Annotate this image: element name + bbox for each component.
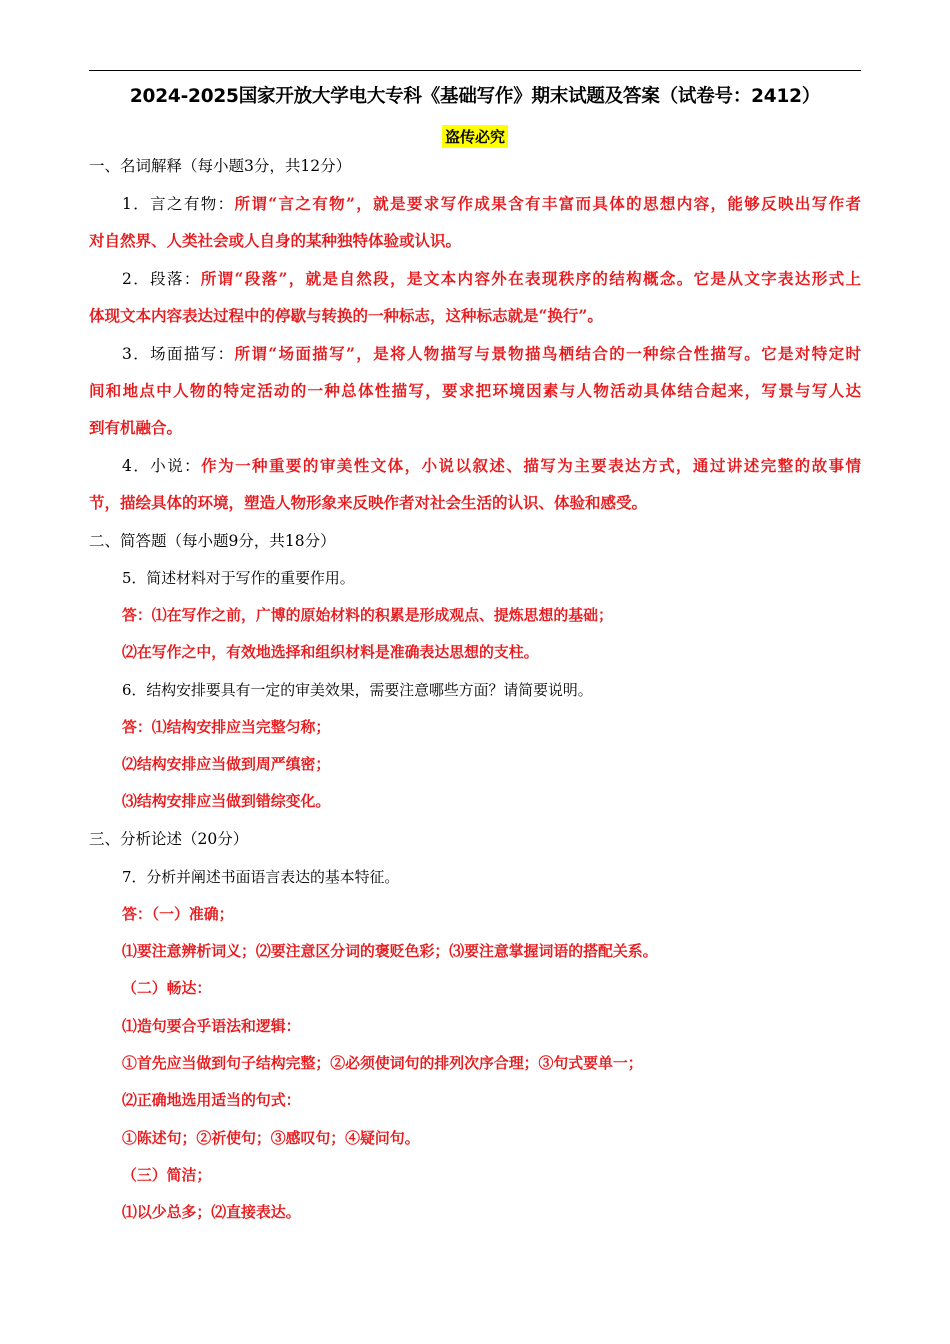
q4-answer-l2: 节，描绘具体的环境，塑造人物形象来反映作者对社会生活的认识、体验和感受。 <box>89 493 648 512</box>
q6-question: 6．结构安排要具有一定的审美效果，需要注意哪些方面？请简要说明。 <box>122 681 593 699</box>
q6-answer-3: ⑶结构安排应当做到错综变化。 <box>122 792 331 810</box>
q1-answer-l1: 所谓“言之有物”，就是要求写作成果含有丰富而具体的思想内容，能够反映出写作者 <box>234 194 861 213</box>
header-rule <box>89 70 861 71</box>
section2-heading: 二、简答题（每小题9分，共18分） <box>89 532 336 550</box>
q2-answer-l2: 体现文本内容表达过程中的停歇与转换的一种标志，这种标志就是“换行”。 <box>89 306 603 325</box>
q7-answer-1: 答：（一）准确； <box>122 905 234 923</box>
section1-heading: 一、名词解释（每小题3分，共12分） <box>89 157 352 175</box>
q2-answer-l1: 所谓“段落”，就是自然段，是文本内容外在表现秩序的结构概念。它是从文字表达形式上 <box>200 269 861 288</box>
q3-answer-l1: 所谓“场面描写”，是将人物描写与景物描鸟栖结合的一种综合性描写。它是对特定时 <box>234 344 861 363</box>
q3-term: 3．场面描写： <box>122 345 235 363</box>
q4-answer-l1: 作为一种重要的审美性文体，小说以叙述、描写为主要表达方式，通过讲述完整的故事情 <box>201 456 861 475</box>
q7-answer-6: ⑵正确地选用适当的句式： <box>122 1091 301 1109</box>
q7-question: 7．分析并阐述书面语言表达的基本特征。 <box>122 868 400 886</box>
q2-line1 <box>122 268 861 290</box>
q2-term: 2．段落： <box>122 270 201 288</box>
q5-answer-2: ⑵在写作之中，有效地选择和组织材料是准确表达思想的支柱。 <box>122 643 539 661</box>
stamp-row <box>0 125 950 148</box>
piracy-stamp: 盗传必究 <box>442 125 508 148</box>
section3-heading: 三、分析论述（20分） <box>89 830 249 848</box>
q3-answer-l3: 到有机融合。 <box>89 418 183 437</box>
q7-answer-9: ⑴以少总多；⑵直接表达。 <box>122 1203 301 1221</box>
q6-answer-2: ⑵结构安排应当做到周严缜密； <box>122 755 331 773</box>
page-title: 2024-2025国家开放大学电大专科《基础写作》期末试题及答案（试卷号：2412） <box>129 86 821 107</box>
q4-term: 4．小说： <box>122 457 202 475</box>
q1-answer-l2: 对自然界、人类社会或人自身的某种独特体验或认识。 <box>89 231 462 250</box>
q1-term: 1．言之有物： <box>122 195 235 213</box>
q7-answer-3: （二）畅达： <box>122 979 212 997</box>
q1-line1 <box>122 193 861 215</box>
q3-line1 <box>122 343 861 365</box>
q4-line1 <box>122 455 861 477</box>
q7-answer-2: ⑴要注意辨析词义；⑵要注意区分词的褒贬色彩；⑶要注意掌握词语的搭配关系。 <box>122 942 658 960</box>
q3-answer-l2: 间和地点中人物的特定活动的一种总体性描写，要求把环境因素与人物活动具体结合起来，写景与写人达 <box>89 381 861 400</box>
q7-answer-4: ⑴造句要合乎语法和逻辑： <box>122 1017 301 1035</box>
q7-answer-7: ①陈述句；②祈使句；③感叹句；④疑问句。 <box>122 1129 420 1147</box>
q5-question: 5．简述材料对于写作的重要作用。 <box>122 569 355 587</box>
q5-answer-1: 答：⑴在写作之前，广博的原始材料的积累是形成观点、提炼思想的基础； <box>122 606 613 624</box>
q7-answer-5: ①首先应当做到句子结构完整；②必须使词句的排列次序合理；③句式要单一； <box>122 1054 643 1072</box>
q6-answer-1: 答：⑴结构安排应当完整匀称； <box>122 718 331 736</box>
q7-answer-8: （三）简洁； <box>122 1166 212 1184</box>
